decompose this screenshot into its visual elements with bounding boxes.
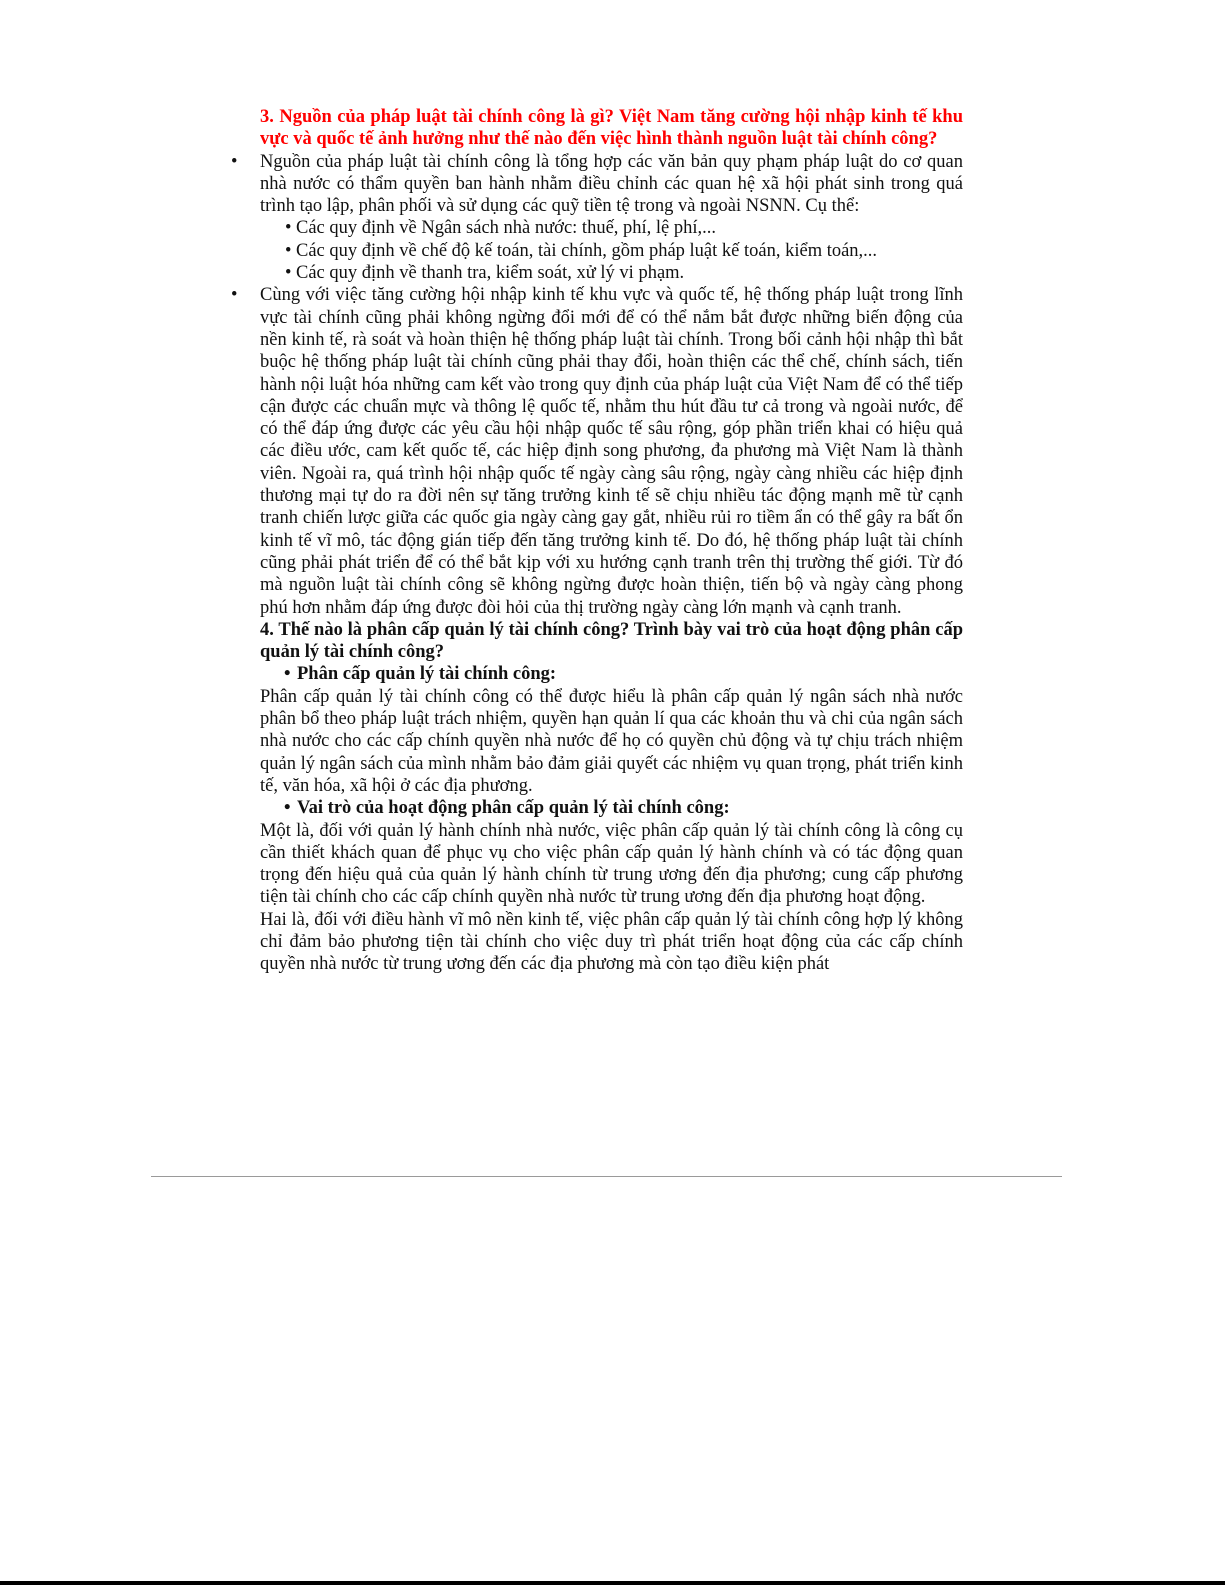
q4-subheading-definition: [260, 663, 963, 685]
q4-role-paragraph-two: Hai là, đối với điều hành vĩ mô nền kinh tế, việc phân cấp quản lý tài chính công hợp lý không chỉ đảm bảo phương tiện tài chính cho việc duy trì phát triển hoạt động của các cấp chính quyền nhà nước từ trung ương đến các địa phương mà còn tạo điều kiện phát: [260, 909, 963, 975]
question-3-heading: 3. Nguồn của pháp luật tài chính công là gì? Việt Nam tăng cường hội nhập kinh tế khu vực và quốc tế ảnh hưởng như thế nào đến việc hình thành nguồn luật tài chính công?: [260, 107, 963, 150]
q3-bullet-sources: [231, 151, 963, 218]
q3-bullet-integration: [231, 284, 963, 618]
q3-bullet-sources-text: Nguồn của pháp luật tài chính công là tổng hợp các văn bản quy phạm pháp luật do cơ quan nhà nước có thẩm quyền ban hành nhằm điều chỉnh các quan hệ xã hội phát sinh trong quá trình tạo lập, phân phối và sử dụng các quỹ tiền tệ trong và ngoài NSNN. Cụ thể:: [260, 151, 963, 217]
q4-role-paragraph-one: Một là, đối với quản lý hành chính nhà nước, việc phân cấp quản lý tài chính công là công cụ cần thiết khách quan để phục vụ cho việc phân cấp quản lý hành chính và có tác động quan trọng đến hiệu quả của quản lý hành chính từ trung ương đến địa phương; cung cấp phương tiện tài chính cho các cấp chính quyền nhà nước từ trung ương đến địa phương hoạt động.: [260, 820, 963, 908]
list-item: [260, 240, 963, 262]
q3-bullet-integration-text: Cùng với việc tăng cường hội nhập kinh tế khu vực và quốc tế, hệ thống pháp luật trong lĩnh vực tài chính cũng phải không ngừng đổi mới để có thể nắm bắt được những biến động của nền kinh tế, rà soát và hoàn thiện hệ thống pháp luật tài chính. Trong bối cảnh hội nhập thì bắt buộc hệ thống pháp luật tài chính cũng phải thay đổi, hoàn thiện các thể chế, chính sách, tiến hành nội luật hóa những cam kết vào trong quy định của pháp luật của Việt Nam để có thể tiếp cận được các chuẩn mực và thông lệ quốc tế, nhằm thu hút đầu tư cả trong và ngoài nước, để có thể đáp ứng được các yêu cầu hội nhập quốc tế sâu rộng, góp phần triển khai có hiệu quả các điều ước, cam kết quốc tế, các hiệp định song phương, đa phương mà Việt Nam là thành viên. Ngoài ra, quá trình hội nhập quốc tế ngày càng sâu rộng, ngày càng nhiều các hiệp định thương mại tự do ra đời nên sự tăng trưởng kinh tế sẽ chịu nhiều tác động mạnh mẽ từ cạnh tranh chiến lược giữa các quốc gia ngày càng gay gắt, nhiều rủi ro tiềm ẩn có thể gây ra bất ổn kinh tế vĩ mô, tác động gián tiếp đến tăng trưởng kinh tế. Do đó, hệ thống pháp luật tài chính cũng phải phát triển để có thể bắt kịp với xu hướng cạnh tranh trên thị trường thế giới. Từ đó mà nguồn luật tài chính công sẽ không ngừng được hoàn thiện, tiến bộ và ngày càng phong phú hơn nhằm đáp ứng được đòi hỏi của thị trường ngày càng lớn mạnh và cạnh tranh.: [260, 285, 963, 618]
list-item-text: Các quy định về thanh tra, kiểm soát, xử lý vi phạm.: [296, 263, 685, 284]
q4-subheading-role: [260, 797, 963, 819]
list-item-text: Các quy định về Ngân sách nhà nước: thuế, phí, lệ phí,...: [296, 218, 717, 239]
bullet-icon: •: [285, 263, 292, 284]
bullet-icon: •: [285, 218, 292, 239]
list-item: [260, 217, 963, 239]
bullet-icon: •: [231, 285, 238, 306]
bullet-icon: •: [231, 151, 238, 172]
q4-definition-paragraph: Phân cấp quản lý tài chính công có thể được hiểu là phân cấp quản lý ngân sách nhà nước phân bổ theo pháp luật trách nhiệm, quyền hạn quản lí qua các khoản thu và chi của ngân sách nhà nước cho các cấp chính quyền nhà nước để họ có quyền chủ động và tự chịu trách nhiệm quản lý ngân sách của mình nhằm bảo đảm giải quyết các nhiệm vụ quan trọng, phát triển kinh tế, văn hóa, xã hội ở các địa phương.: [260, 686, 963, 796]
page-bottom-edge: [0, 1581, 1225, 1585]
page-divider: [151, 1176, 1062, 1177]
document-body: [231, 106, 963, 976]
q3-sub-list: [260, 217, 963, 284]
list-item: [260, 262, 963, 284]
q4-subheading-role-text: Vai trò của hoạt động phân cấp quản lý tài chính công:: [297, 798, 730, 819]
question-4-heading: 4. Thế nào là phân cấp quản lý tài chính công? Trình bày vai trò của hoạt động phân cấp quản lý tài chính công?: [260, 619, 963, 663]
bullet-icon: •: [284, 664, 291, 685]
bullet-icon: •: [284, 798, 291, 819]
list-item-text: Các quy định về chế độ kế toán, tài chính, gồm pháp luật kế toán, kiểm toán,...: [296, 240, 878, 261]
q4-subheading-definition-text: Phân cấp quản lý tài chính công:: [297, 664, 557, 685]
bullet-icon: •: [285, 240, 292, 261]
